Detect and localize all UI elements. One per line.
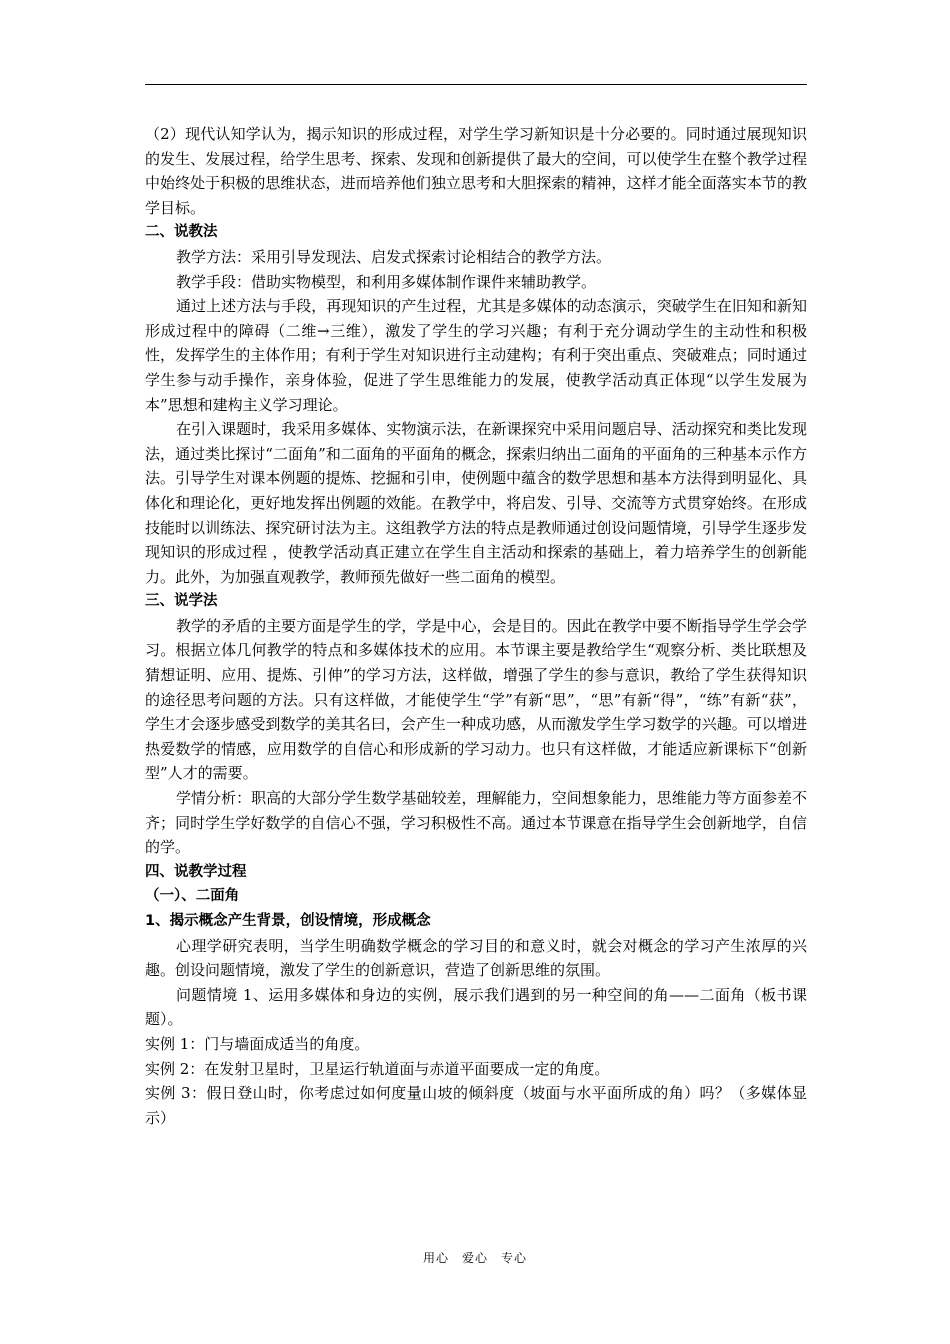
section-heading: 三、说学法 <box>145 593 218 610</box>
example-line: 实例 3：假日登山时，你考虑过如何度量山坡的倾斜度（坡面与水平面所成的角）吗？（多媒体显示） <box>145 1084 807 1127</box>
paragraph: 教学的矛盾的主要方面是学生的学，学是中心，会是目的。因此在教学中要不断指导学生学会学习。根据立体几何教学的特点和多媒体技术的应用。本节课主要是教给学生“观察分析、类比联想及猜想证明、应用、提炼、引伸”的学习方法，这样做，增强了学生的参与意识，教给了学生获得知识的途径思考问题的方法。只有这样做，才能使学生“学”有新“思”，“思”有新“得”，“练”有新“获”，学生才会逐步感受到数学的美其名曰，会产生一种成功感，从而激发学生学习数学的兴趣。可以增进热爱数学的情感，应用数学的自信心和形成新的学习动力。也只有这样做，才能适应新课标下“创新型”人才的需要。 <box>145 616 807 783</box>
subsection-heading: （一）、二面角 <box>145 888 240 905</box>
example-line: 实例 1：门与墙面成适当的角度。 <box>145 1034 370 1053</box>
section-heading: 四、说教学过程 <box>145 863 247 880</box>
paragraph: 问题情境 1、运用多媒体和身边的实例，展示我们遇到的另一种空间的角——二面角（板书课题）。 <box>145 985 807 1029</box>
paragraph: 教学手段：借助实物模型，和利用多媒体制作课件来辅助教学。 <box>176 272 597 291</box>
paragraph: （2）现代认知学认为，揭示知识的形成过程，对学生学习新知识是十分必要的。同时通过展现知识的发生、发展过程，给学生思考、探索、发现和创新提供了最大的空间，可以使学生在整个教学过程中始终处于积极的思维状态，进而培养他们独立思考和大胆探索的精神，这样才能全面落实本节的教学目标。 <box>145 125 807 217</box>
page-footer: 用心 爱心 专心 <box>422 1251 527 1265</box>
paragraph: 学情分析：职高的大部分学生数学基础较差，理解能力，空间想象能力，思维能力等方面参差不齐；同时学生学好数学的自信心不强，学习积极性不高。通过本节课意在指导学生会创新地学，自信的学。 <box>145 789 807 857</box>
subsection-heading: 1、揭示概念产生背景，创设情境，形成概念 <box>145 913 431 929</box>
example-line: 实例 2：在发射卫星时，卫星运行轨道面与赤道平面要成一定的角度。 <box>145 1059 610 1078</box>
paragraph: 通过上述方法与手段，再现知识的产生过程，尤其是多媒体的动态演示，突破学生在旧知和新知形成过程中的障碍（二维→三维），激发了学生的学习兴趣；有利于充分调动学生的主动性和积极性，发挥学生的主体作用；有利于学生对知识进行主动建构；有利于突出重点、突破难点；同时通过学生参与动手操作，亲身体验，促进了学生思维能力的发展，使教学活动真正体现“以学生发展为本”思想和建构主义学习理论。 <box>145 297 807 414</box>
document-body <box>145 122 807 1130</box>
paragraph: 心理学研究表明，当学生明确数学概念的学习目的和意义时，就会对概念的学习产生浓厚的兴趣。创设问题情境，激发了学生的创新意识，营造了创新思维的氛围。 <box>145 936 807 980</box>
header-rule <box>145 84 807 85</box>
paragraph: 在引入课题时，我采用多媒体、实物演示法，在新课探究中采用问题启导、活动探究和类比发现法，通过类比探讨“二面角”和二面角的平面角的概念，探索归纳出二面角的平面角的三种基本示作方法。引导学生对课本例题的提炼、挖掘和引申，使例题中蕴含的数学思想和基本方法得到明显化、具体化和理论化，更好地发挥出例题的效能。在教学中，将启发、引导、交流等方式贯穿始终。在形成技能时以训练法、探究研讨法为主。这组教学方法的特点是教师通过创设问题情境，引导学生逐步发现知识的形成过程 ，使教学活动真正建立在学生自主活动和探索的基础上，着力培养学生的创新能力。此外，为加强直观教学，教师预先做好一些二面角的模型。 <box>145 420 807 586</box>
section-heading: 二、说教法 <box>145 224 218 241</box>
paragraph: 教学方法：采用引导发现法、启发式探索讨论相结合的教学方法。 <box>176 247 612 266</box>
